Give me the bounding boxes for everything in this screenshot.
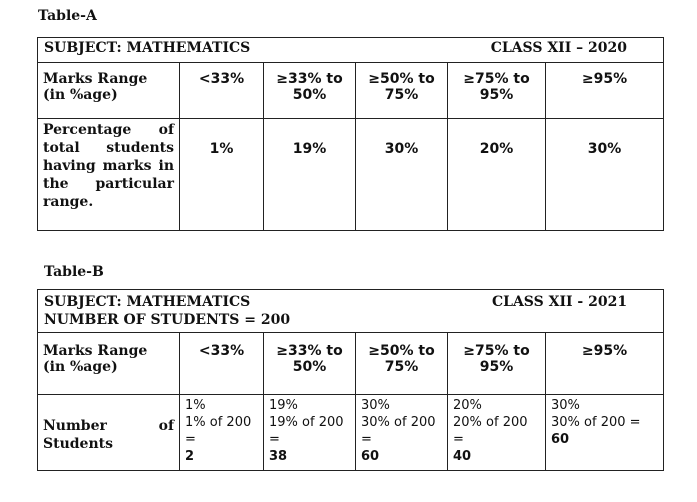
table-b-cell-3-result: 40 [453,449,472,464]
table-b-range-4: ≥95% [546,333,664,395]
table-b-header-label: Marks Range (in %age) [38,333,180,395]
table-b-cell-0-result: 2 [185,449,195,464]
table-a-range-2: ≥50% to 75% [356,63,448,119]
table-b-cell-3-pct: 20% [453,398,482,413]
table-a-value-0: 1% [180,119,264,231]
table-b-class: CLASS XII - 2021 [491,294,628,310]
table-a-value-2: 30% [356,119,448,231]
table-a-range-0: <33% [180,63,264,119]
table-b-cell-1-pct: 19% [269,398,298,413]
table-a-range-3: ≥75% to 95% [448,63,546,119]
table-b-cell-3-calc: 20% of 200 = [453,415,528,447]
table-a-value-4: 30% [546,119,664,231]
table-b-range-2: ≥50% to 75% [356,333,448,395]
table-b-cell-1 [264,395,356,471]
table-b-cell-0 [180,395,264,471]
table-a-value-1: 19% [264,119,356,231]
table-b-cell-2-pct: 30% [361,398,390,413]
table-b-cell-0-calc: 1% of 200 = [185,415,252,447]
table-b-students: NUMBER OF STUDENTS = 200 [44,312,291,328]
table-b-cell-2 [356,395,448,471]
table-a [37,37,664,231]
table-b-row-label: Number of Students [38,395,180,471]
table-b-cell-4-calc: 30% of 200 = [551,415,641,430]
table-b-cell-4-result: 60 [551,432,570,447]
table-b-range-0: <33% [180,333,264,395]
table-b-cell-4 [546,395,664,471]
table-b-cell-0-pct: 1% [185,398,206,413]
table-a-range-1: ≥33% to 50% [264,63,356,119]
table-a-header-label: Marks Range (in %age) [38,63,180,119]
table-b-label: Table-B [44,264,104,280]
table-a-range-4: ≥95% [546,63,664,119]
table-a-row-label: Percentage of total students having marks in the particular range. [38,119,180,231]
table-b-cell-1-calc: 19% of 200 = [269,415,344,447]
table-b [37,289,664,471]
table-b-cell-1-result: 38 [269,449,288,464]
table-b-range-3: ≥75% to 95% [448,333,546,395]
table-b-cell-4-pct: 30% [551,398,580,413]
table-a-class: CLASS XII – 2020 [490,40,627,56]
table-a-label: Table-A [38,8,97,24]
table-b-cell-2-calc: 30% of 200 = [361,415,436,447]
table-b-subject: SUBJECT: MATHEMATICS [44,294,251,310]
table-b-cell-3 [448,395,546,471]
table-b-title-row [38,290,664,333]
table-a-subject: SUBJECT: MATHEMATICS [44,40,251,56]
table-a-value-3: 20% [448,119,546,231]
table-b-range-1: ≥33% to 50% [264,333,356,395]
table-b-cell-2-result: 60 [361,449,380,464]
table-a-title-row [38,38,664,63]
